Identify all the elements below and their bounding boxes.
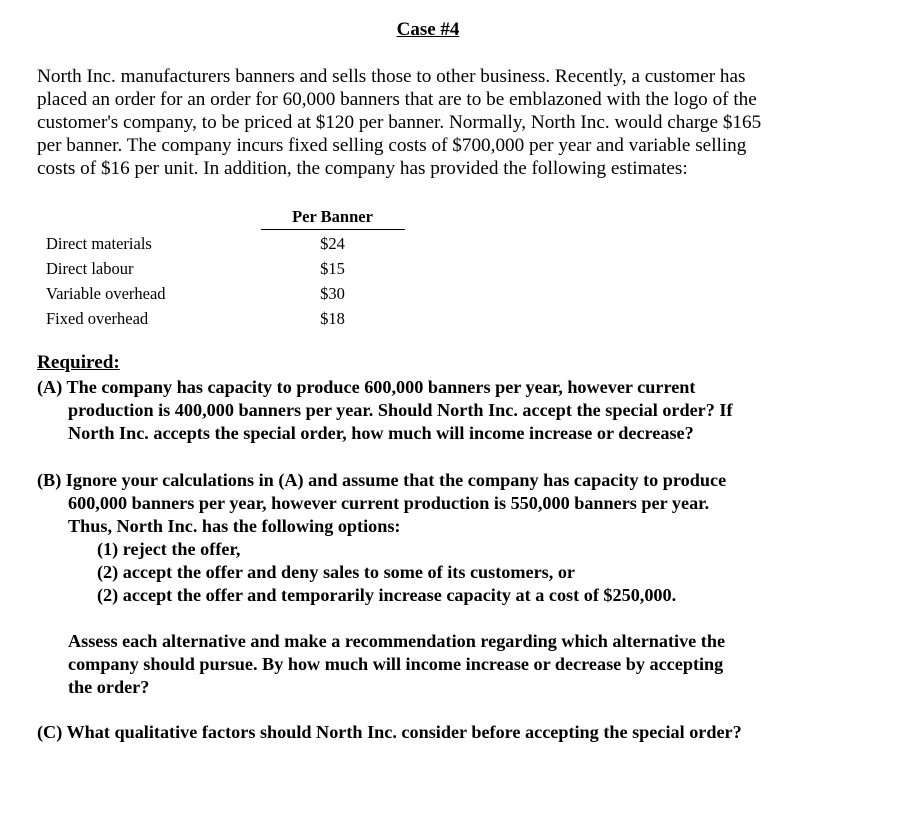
column-header-rule	[261, 229, 405, 230]
question-a-line: production is 400,000 banners per year. Should North Inc. accept the special order? If	[68, 400, 733, 420]
cost-row-value: $30	[320, 284, 345, 303]
intro-paragraph-line: customer's company, to be priced at $120 per banner. Normally, North Inc. would charge $165	[37, 112, 762, 133]
cost-row-label: Variable overhead	[46, 284, 166, 303]
question-a-line: North Inc. accepts the special order, how much will income increase or decrease?	[68, 423, 694, 443]
intro-paragraph-line: placed an order for an order for 60,000 banners that are to be emblazoned with the logo of the	[37, 89, 757, 110]
intro-paragraph-line: North Inc. manufacturers banners and sells those to other business. Recently, a customer has	[37, 66, 746, 87]
case-title: Case #4	[396, 19, 460, 40]
question-b-assess-line: the order?	[68, 677, 150, 697]
cost-row-value: $18	[320, 309, 345, 328]
per-banner-column-header: Per Banner	[292, 207, 373, 226]
intro-paragraph-line: per banner. The company incurs fixed selling costs of $700,000 per year and variable selling	[37, 135, 747, 156]
cost-row-label: Fixed overhead	[46, 309, 149, 328]
question-b-line: Thus, North Inc. has the following options:	[68, 516, 401, 536]
question-b-option: (2) accept the offer and temporarily increase capacity at a cost of $250,000.	[97, 585, 677, 605]
question-b-option: (1) reject the offer,	[97, 539, 241, 559]
question-c: (C) What qualitative factors should North Inc. consider before accepting the special order?	[37, 722, 742, 742]
question-a-line: (A) The company has capacity to produce 600,000 banners per year, however current	[37, 377, 696, 397]
intro-paragraph-line: costs of $16 per unit. In addition, the company has provided the following estimates:	[37, 158, 688, 179]
required-heading: Required:	[37, 352, 120, 373]
question-b-assess-line: company should pursue. By how much will income increase or decrease by accepting	[68, 654, 724, 674]
cost-row-label: Direct labour	[46, 259, 134, 278]
question-b-assess-line: Assess each alternative and make a recommendation regarding which alternative the	[68, 631, 726, 651]
question-b-line: (B) Ignore your calculations in (A) and assume that the company has capacity to produce	[37, 470, 727, 490]
cost-row-label: Direct materials	[46, 234, 152, 253]
question-b-option: (2) accept the offer and deny sales to some of its customers, or	[97, 562, 575, 582]
question-b-line: 600,000 banners per year, however current production is 550,000 banners per year.	[68, 493, 710, 513]
cost-row-value: $24	[320, 234, 345, 253]
cost-row-value: $15	[320, 259, 345, 278]
